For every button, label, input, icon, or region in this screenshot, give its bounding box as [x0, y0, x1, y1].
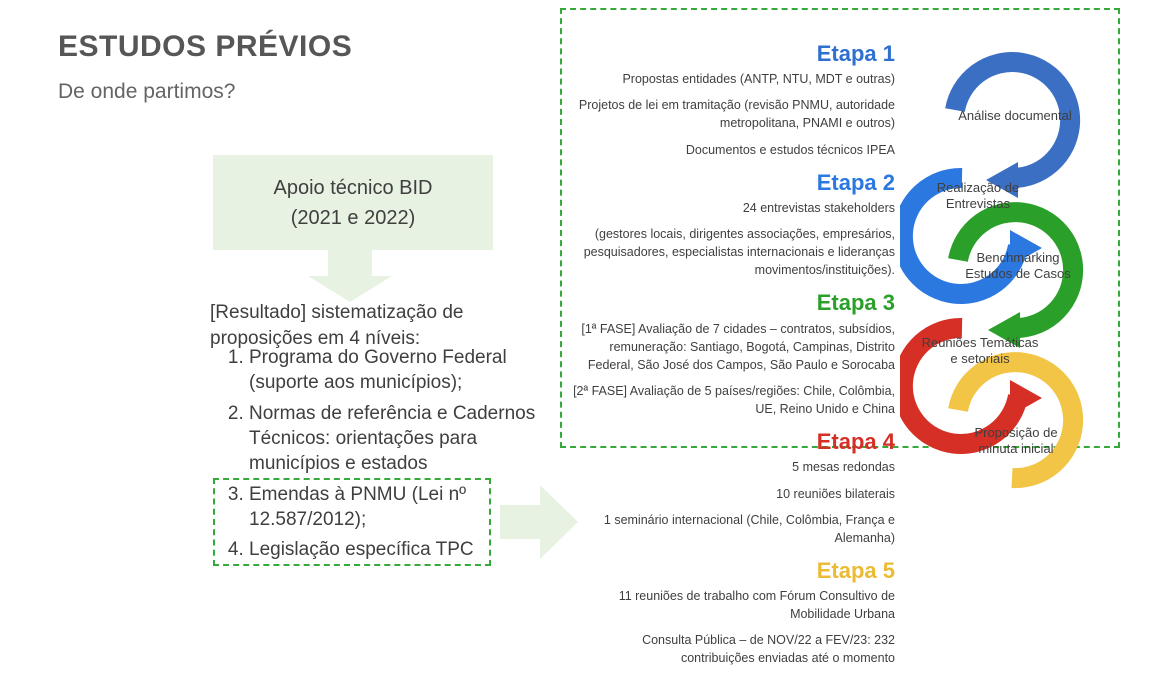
- etapa-4-line-1: 5 mesas redondas: [792, 460, 895, 475]
- right-arrow-shaft: [500, 505, 540, 539]
- down-arrow-shaft: [328, 250, 372, 276]
- etapa-3-line-1: [1ª FASE] Avaliação de 7 cidades – contratos, subsídios, remuneração: Santiago, Bogotá, Campinas, Distrito Federal, São José dos Campos, São Paulo e Sorocaba: [581, 321, 895, 372]
- cycle-diagram: [900, 50, 1130, 610]
- cycle-label-1: Análise documental: [958, 108, 1072, 123]
- bid-support-line-1: Apoio técnico BID: [273, 176, 433, 199]
- page-title: ESTUDOS PRÉVIOS: [58, 30, 353, 63]
- cycle-arrow-1-icon: [955, 62, 1070, 198]
- etapa-5-line-1: 11 reuniões de trabalho com Fórum Consultivo de Mobilidade Urbana: [618, 589, 895, 622]
- list-item: 3. Emendas à PNMU (Lei nº 12.587/2012);: [249, 482, 569, 532]
- etapas-column: [565, 42, 895, 674]
- etapa-4-heading: Etapa 4: [816, 429, 895, 455]
- cycle-label-3: Benchmarking Estudos de Casos: [965, 250, 1071, 282]
- etapa-1-line-1: Propostas entidades (ANTP, NTU, MDT e outras): [622, 72, 895, 87]
- cycle-label-2: Realização de Entrevistas: [936, 180, 1020, 212]
- etapa-2-line-2: (gestores locais, dirigentes associações, empresários, pesquisadores, especialistas internacionais e lideranças movimentos/instituições).: [583, 227, 895, 278]
- cycle-label-5: Proposição de minuta inicial: [974, 425, 1058, 457]
- etapa-2-line-1: 24 entrevistas stakeholders: [742, 200, 895, 215]
- bid-support-line-2: (2021 e 2022): [290, 206, 416, 229]
- down-arrow-shape: [300, 250, 400, 302]
- cycle-diagram-svg: [900, 50, 1130, 610]
- etapa-1-heading: Etapa 1: [816, 41, 895, 66]
- etapa-4-line-2: 10 reuniões bilaterais: [776, 486, 895, 501]
- etapa-3-line-2: [2ª FASE] Avaliação de 5 países/regiões: Chile, Colômbia, UE, Reino Unido e China: [573, 383, 895, 417]
- down-arrow-head: [308, 276, 392, 302]
- list-item: 4. Legislação específica TPC: [249, 537, 569, 562]
- etapa-5-heading: Etapa 5: [816, 557, 895, 583]
- etapa-5-line-2: Consulta Pública – de NOV/22 a FEV/23: 232 contribuições enviadas até o momento: [642, 633, 895, 666]
- etapa-1-line-3: Documentos e estudos técnicos IPEA: [685, 142, 895, 157]
- cycle-label-4: Reuniões Temáticas e setoriais: [921, 335, 1039, 367]
- page-subtitle: De onde partimos?: [58, 80, 236, 103]
- etapa-2-heading: Etapa 2: [816, 169, 895, 195]
- bid-support-box: [213, 155, 493, 250]
- etapa-4-line-3: 1 seminário internacional (Chile, Colômbia, França e Alemanha): [603, 512, 895, 545]
- result-intro: [Resultado] sistematização de proposições em 4 níveis:: [210, 302, 464, 349]
- list-item: 1. Programa do Governo Federal (suporte aos municípios);: [249, 345, 569, 395]
- etapa-3-heading: Etapa 3: [816, 290, 895, 316]
- list-item: 2. Normas de referência e Cadernos Técnicos: orientações para municípios e estados: [249, 401, 569, 476]
- etapa-1-line-2: Projetos de lei em tramitação (revisão PNMU, autoridade metropolitana, PNAMI e outros): [578, 98, 895, 131]
